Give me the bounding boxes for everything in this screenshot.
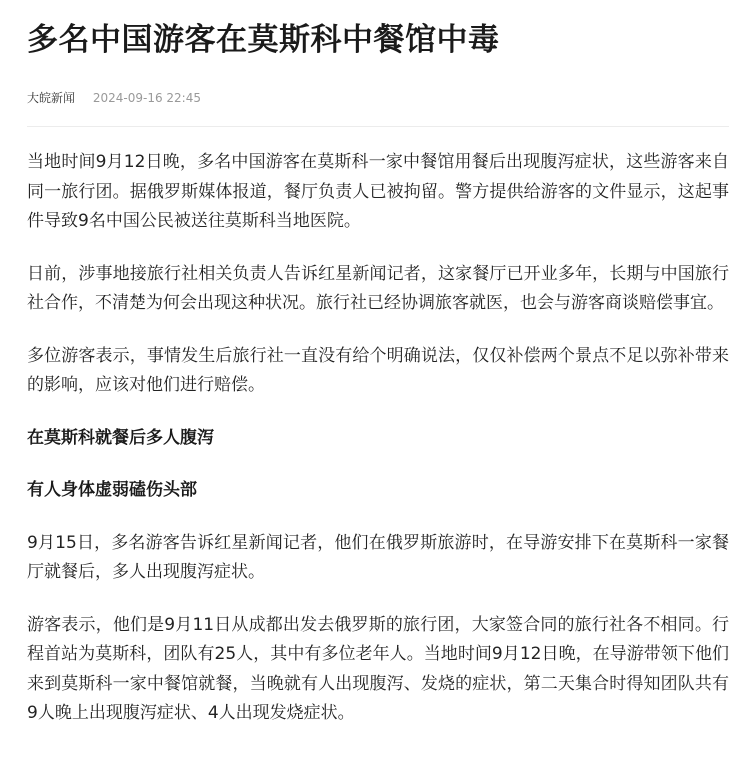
article [27,0,729,723]
paragraph: 当地时间9月12日晚，多名中国游客在莫斯科一家中餐馆用餐后出现腹泻症状，这些游客来自同一旅行团。据俄罗斯媒体报道，餐厅负责人已被拘留。警方提供给游客的文件显示，这起事件导致9名中国公民被送往莫斯科当地医院。 [27,152,729,231]
article-meta [27,89,729,107]
paragraph: 9月15日，多名游客告诉红星新闻记者，他们在俄罗斯旅游时，在导游安排下在莫斯科一家餐厅就餐后，多人出现腹泻症状。 [27,532,729,582]
section-heading: 有人身体虚弱磕伤头部 [27,480,197,500]
article-title: 多名中国游客在莫斯科中餐馆中毒 [27,22,500,58]
paragraph: 多位游客表示，事情发生后旅行社一直没有给个明确说法，仅仅补偿两个景点不足以弥补带来的影响，应该对他们进行赔偿。 [27,345,729,395]
section-heading: 在莫斯科就餐后多人腹泻 [27,427,214,448]
article-date: 2024-09-16 22:45 [92,91,201,105]
paragraph: 日前，涉事地接旅行社相关负责人告诉红星新闻记者，这家餐厅已开业多年，长期与中国旅行社合作，不清楚为何会出现这种状况。旅行社已经协调旅客就医，也会与游客商谈赔偿事宜。 [27,263,729,313]
paragraph: 游客表示，他们是9月11日从成都出发去俄罗斯的旅行团，大家签合同的旅行社各不相同。行程首站为莫斯科，团队有25人，其中有多位老年人。当地时间9月12日晚，在导游带领下他们来到莫斯科一家中餐馆就餐，当晚就有人出现腹泻、发烧的症状，第二天集合时得知团队共有9人晚上出现腹泻症状、4人出现发烧症状。 [27,614,729,723]
article-source[interactable]: 大皖新闻 [27,91,76,105]
article-body [27,148,729,752]
header-divider [27,126,729,127]
